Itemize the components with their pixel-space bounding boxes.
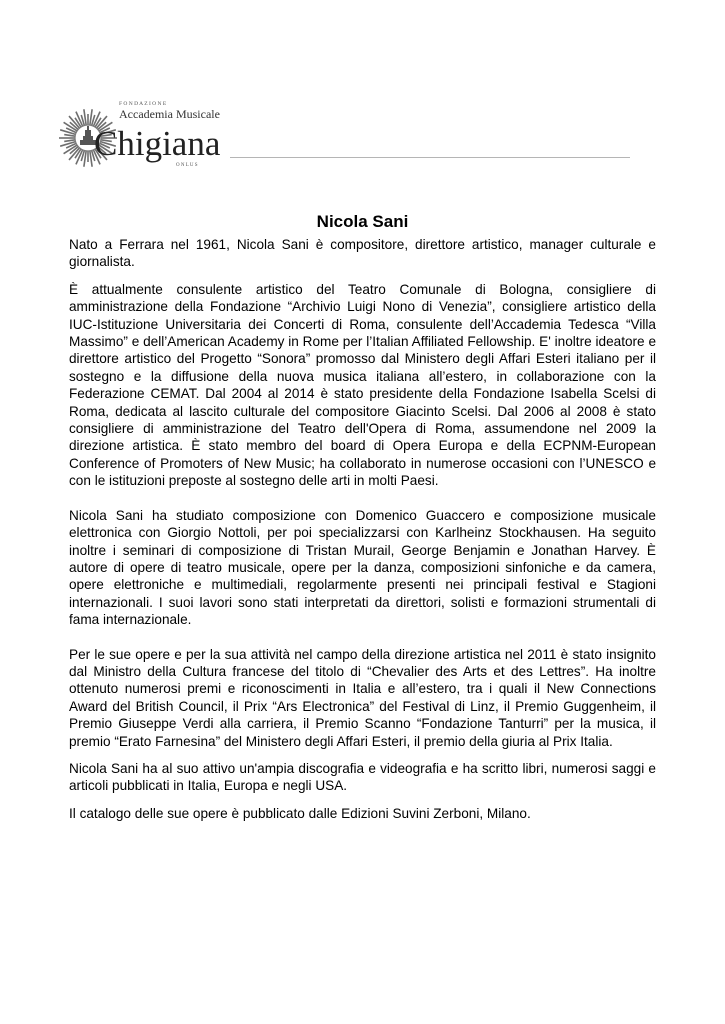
page-title: Nicola Sani (316, 212, 409, 231)
paragraph-career: È attualmente consulente artistico del Teatro Comunale di Bologna, consigliere di amministrazione della Fondazione “Archivio Luigi Nono di Venezia”, consigliere artistico della IUC-Istituzione Universitaria dei Concerti di Roma, consulente dell’Accademia Tedesca “Villa Massimo” e dell’American Academy in Rome per l’Italian Affiliated Fellowship. E' inoltre ideatore e direttore artistico del Progetto “Sonora” promosso dal Ministero degli Affari Esteri italiano per il sostegno e la diffusione della nuova musica italiana all’estero, in collaborazione con la Federazione CEMAT. Dal 2004 al 2014 è stato presidente della Fondazione Isabella Scelsi di Roma, dedicata al lascito culturale del compositore Giacinto Scelsi. Dal 2006 al 2008 è stato consigliere di amministrazione del Teatro dell'Opera di Roma, assumendone nel 2009 la direzione artistica. È stato membro del board di Opera Europa e della ECPNM-European Conference of Promoters of New Music; ha collaborato in numerose occasioni con l’UNESCO e con le istituzioni preposte al sostegno delle arti in molti Paesi. (69, 281, 656, 489)
paragraph-catalog: Il catalogo delle sue opere è pubblicato dalle Edizioni Suvini Zerboni, Milano. (69, 805, 531, 821)
accademia-chigiana-logo (58, 88, 238, 188)
paragraph-discography: Nicola Sani ha al suo attivo un'ampia discografia e videografia e ha scritto libri, numerosi saggi e articoli pubblicati in Italia, Europa e negli USA. (69, 760, 656, 794)
logo-fondazione-text: F O N D A Z I O N E (119, 101, 167, 107)
logo-onlus-text: O N L U S (176, 163, 198, 168)
document-body (69, 236, 656, 822)
paragraph-awards: Per le sue opere e per la sua attività nel campo della direzione artistica nel 2011 è stato insignito dal Ministro della Cultura francese del titolo di “Chevalier des Arts et des Lettres”. Ha inoltre ottenuto numerosi premi e riconoscimenti in Italia e all’estero, tra i quali il New Connections Award del British Council, il Prix “Ars Electronica” del Festival di Linz, il Premio Guggenheim, il Premio Giuseppe Verdi alla carriera, il Premio Scanno “Fondazione Tanturri” per la musica, il premio “Erato Farnesina” del Ministero degli Affari Esteri, il premio della giuria al Prix Italia. (69, 646, 656, 749)
paragraph-studies: Nicola Sani ha studiato composizione con Domenico Guaccero e composizione musicale elettronica con Giorgio Nottoli, per poi specializzarsi con Karlheinz Stockhausen. Ha seguito inoltre i seminari di composizione di Tristan Murail, George Benjamin e Jonathan Harvey. È autore di opere di teatro musicale, opere per la danza, composizioni sinfoniche e da camera, opere elettroniche e multimediali, regolarmente presenti nei principali festival e Stagioni internazionali. I suoi lavori sono stati interpretati da direttori, solisti e formazioni strumentali di fama internazionale. (69, 507, 656, 628)
paragraph-intro: Nato a Ferrara nel 1961, Nicola Sani è compositore, direttore artistico, manager culturale e giornalista. (69, 237, 656, 270)
logo-chigiana-text: Chigiana (94, 124, 221, 163)
header-divider (230, 157, 630, 158)
logo-accademia-text: Accademia Musicale (119, 107, 220, 121)
